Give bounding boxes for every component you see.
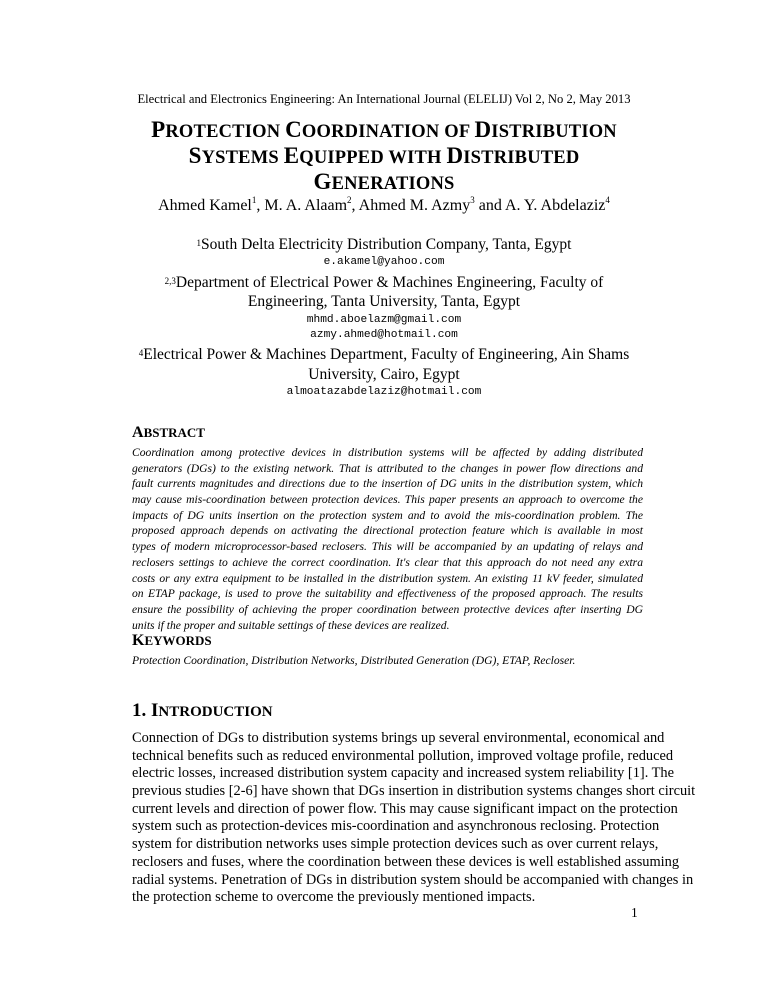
author-name: Ahmed Kamel bbox=[158, 197, 252, 214]
abstract-line: fault currents magnitudes and directions due to the insertion of DG units in the distribution system, which bbox=[132, 477, 643, 491]
email-4: almoatazabdelaziz@hotmail.com bbox=[286, 386, 482, 398]
affiliation-4-line2: University, Cairo, Egypt bbox=[308, 366, 460, 383]
abstract-line: generators (DGs) to the existing network. That is attributed to the changes in power flow directions and bbox=[132, 461, 643, 475]
abstract-line: ensure the possibility of achieving the proper coordination between protective devices after inserting DG bbox=[132, 602, 643, 616]
abstract-line: may cause mis-coordination between protection devices. This paper presents an approach to overcome the bbox=[132, 493, 643, 507]
keywords-heading: KEYWORDS bbox=[132, 632, 212, 649]
journal-header: Electrical and Electronics Engineering: An International Journal (ELELIJ) Vol 2, No 2, May 2013 bbox=[137, 92, 631, 106]
body-line: technical benefits such as reduced environmental pollution, improved voltage profile, reduced bbox=[132, 747, 674, 764]
body-line: reclosers and fuses, where the coordination between these devices is well established assuming bbox=[132, 853, 680, 870]
body-line: current levels and direction of power flow. This may cause significant impact on the protection bbox=[132, 800, 678, 817]
affiliation-4: $^4$Electrical Power & Machines Department, Faculty of Engineering, Ain Shams bbox=[138, 346, 630, 363]
affiliation-1: $^1$South Delta Electricity Distribution Company, Tanta, Egypt bbox=[196, 236, 572, 253]
introduction-body bbox=[132, 730, 696, 907]
abstract-line: types of modern microprocessor-based reclosers. This will be accompanied by an updating of relays and bbox=[132, 540, 643, 554]
abstract-text bbox=[132, 445, 643, 633]
abstract-line: impacts of DG units insertion on the protection system and to avoid the mis-coordination problem. The bbox=[132, 508, 643, 522]
abstract-heading: ABSTRACT bbox=[132, 424, 205, 441]
title-line: GENERATIONS bbox=[313, 169, 455, 194]
introduction-heading: 1. INTRODUCTION bbox=[132, 700, 273, 721]
abstract-line: proposed approach depends on activating the directional protection feature which is available in most bbox=[132, 524, 643, 538]
page-number: 1 bbox=[631, 905, 638, 920]
author-name: Ahmed M. Azmy bbox=[358, 197, 471, 214]
author-name: M. A. Alaam bbox=[264, 197, 348, 214]
body-line: the protection scheme to overcome the previously mentioned impacts. bbox=[132, 889, 536, 906]
body-line: electric losses, increased distribution system capacity and increased system reliability [1]. The bbox=[132, 765, 675, 782]
title-line: PROTECTION COORDINATION OF DISTRIBUTION bbox=[151, 117, 617, 142]
abstract-line: on ETAP package, is used to prove the suitability and effectiveness of the proposed approach. The results bbox=[132, 587, 643, 601]
email-2: mhmd.aboelazm@gmail.com bbox=[306, 314, 462, 326]
body-line: Connection of DGs to distribution systems brings up several environmental, economical and bbox=[132, 730, 665, 746]
body-line: system for distribution networks uses simple protection devices such as over current relays, bbox=[132, 836, 659, 853]
email-1: e.akamel@yahoo.com bbox=[323, 256, 445, 268]
affiliation-2: $^{2,3}$Department of Electrical Power & Machines Engineering, Faculty of bbox=[164, 274, 604, 291]
paper-title bbox=[0, 118, 768, 196]
author-list: Ahmed Kamel$^1$, M. A. Alaam$^2$, Ahmed M. Azmy$^3$ and A. Y. Abdelaziz$^4$ bbox=[158, 195, 610, 214]
keywords-text: Protection Coordination, Distribution Networks, Distributed Generation (DG), ETAP, Recloser. bbox=[132, 654, 576, 667]
abstract-line: units if the proper and suitable settings of these devices are realized. bbox=[132, 618, 450, 632]
abstract-line: costs or any extra equipment to be installed in the distribution system. An existing 11 kV feeder, simulated bbox=[132, 571, 643, 585]
email-3: azmy.ahmed@hotmail.com bbox=[310, 329, 458, 341]
abstract-line: reclosers settings to achieve the correct coordination. It's clear that this approach do not need any extra bbox=[132, 555, 643, 569]
title-line: SYSTEMS EQUIPPED WITH DISTRIBUTED bbox=[188, 143, 580, 168]
author-name: A. Y. Abdelaziz bbox=[504, 197, 606, 214]
body-line: radial systems. Penetration of DGs in distribution system should be accompanied with changes in bbox=[132, 871, 694, 888]
affiliation-2-line2: Engineering, Tanta University, Tanta, Egypt bbox=[247, 293, 521, 310]
abstract-line: Coordination among protective devices in distribution systems will be affected by adding distributed bbox=[132, 446, 643, 459]
body-line: system such as protection-devices mis-coordination and asynchronous reclosing. Protection bbox=[132, 818, 660, 835]
body-line: previous studies [2-6] have shown that DGs insertion in distribution systems changes short circuit bbox=[132, 783, 696, 800]
